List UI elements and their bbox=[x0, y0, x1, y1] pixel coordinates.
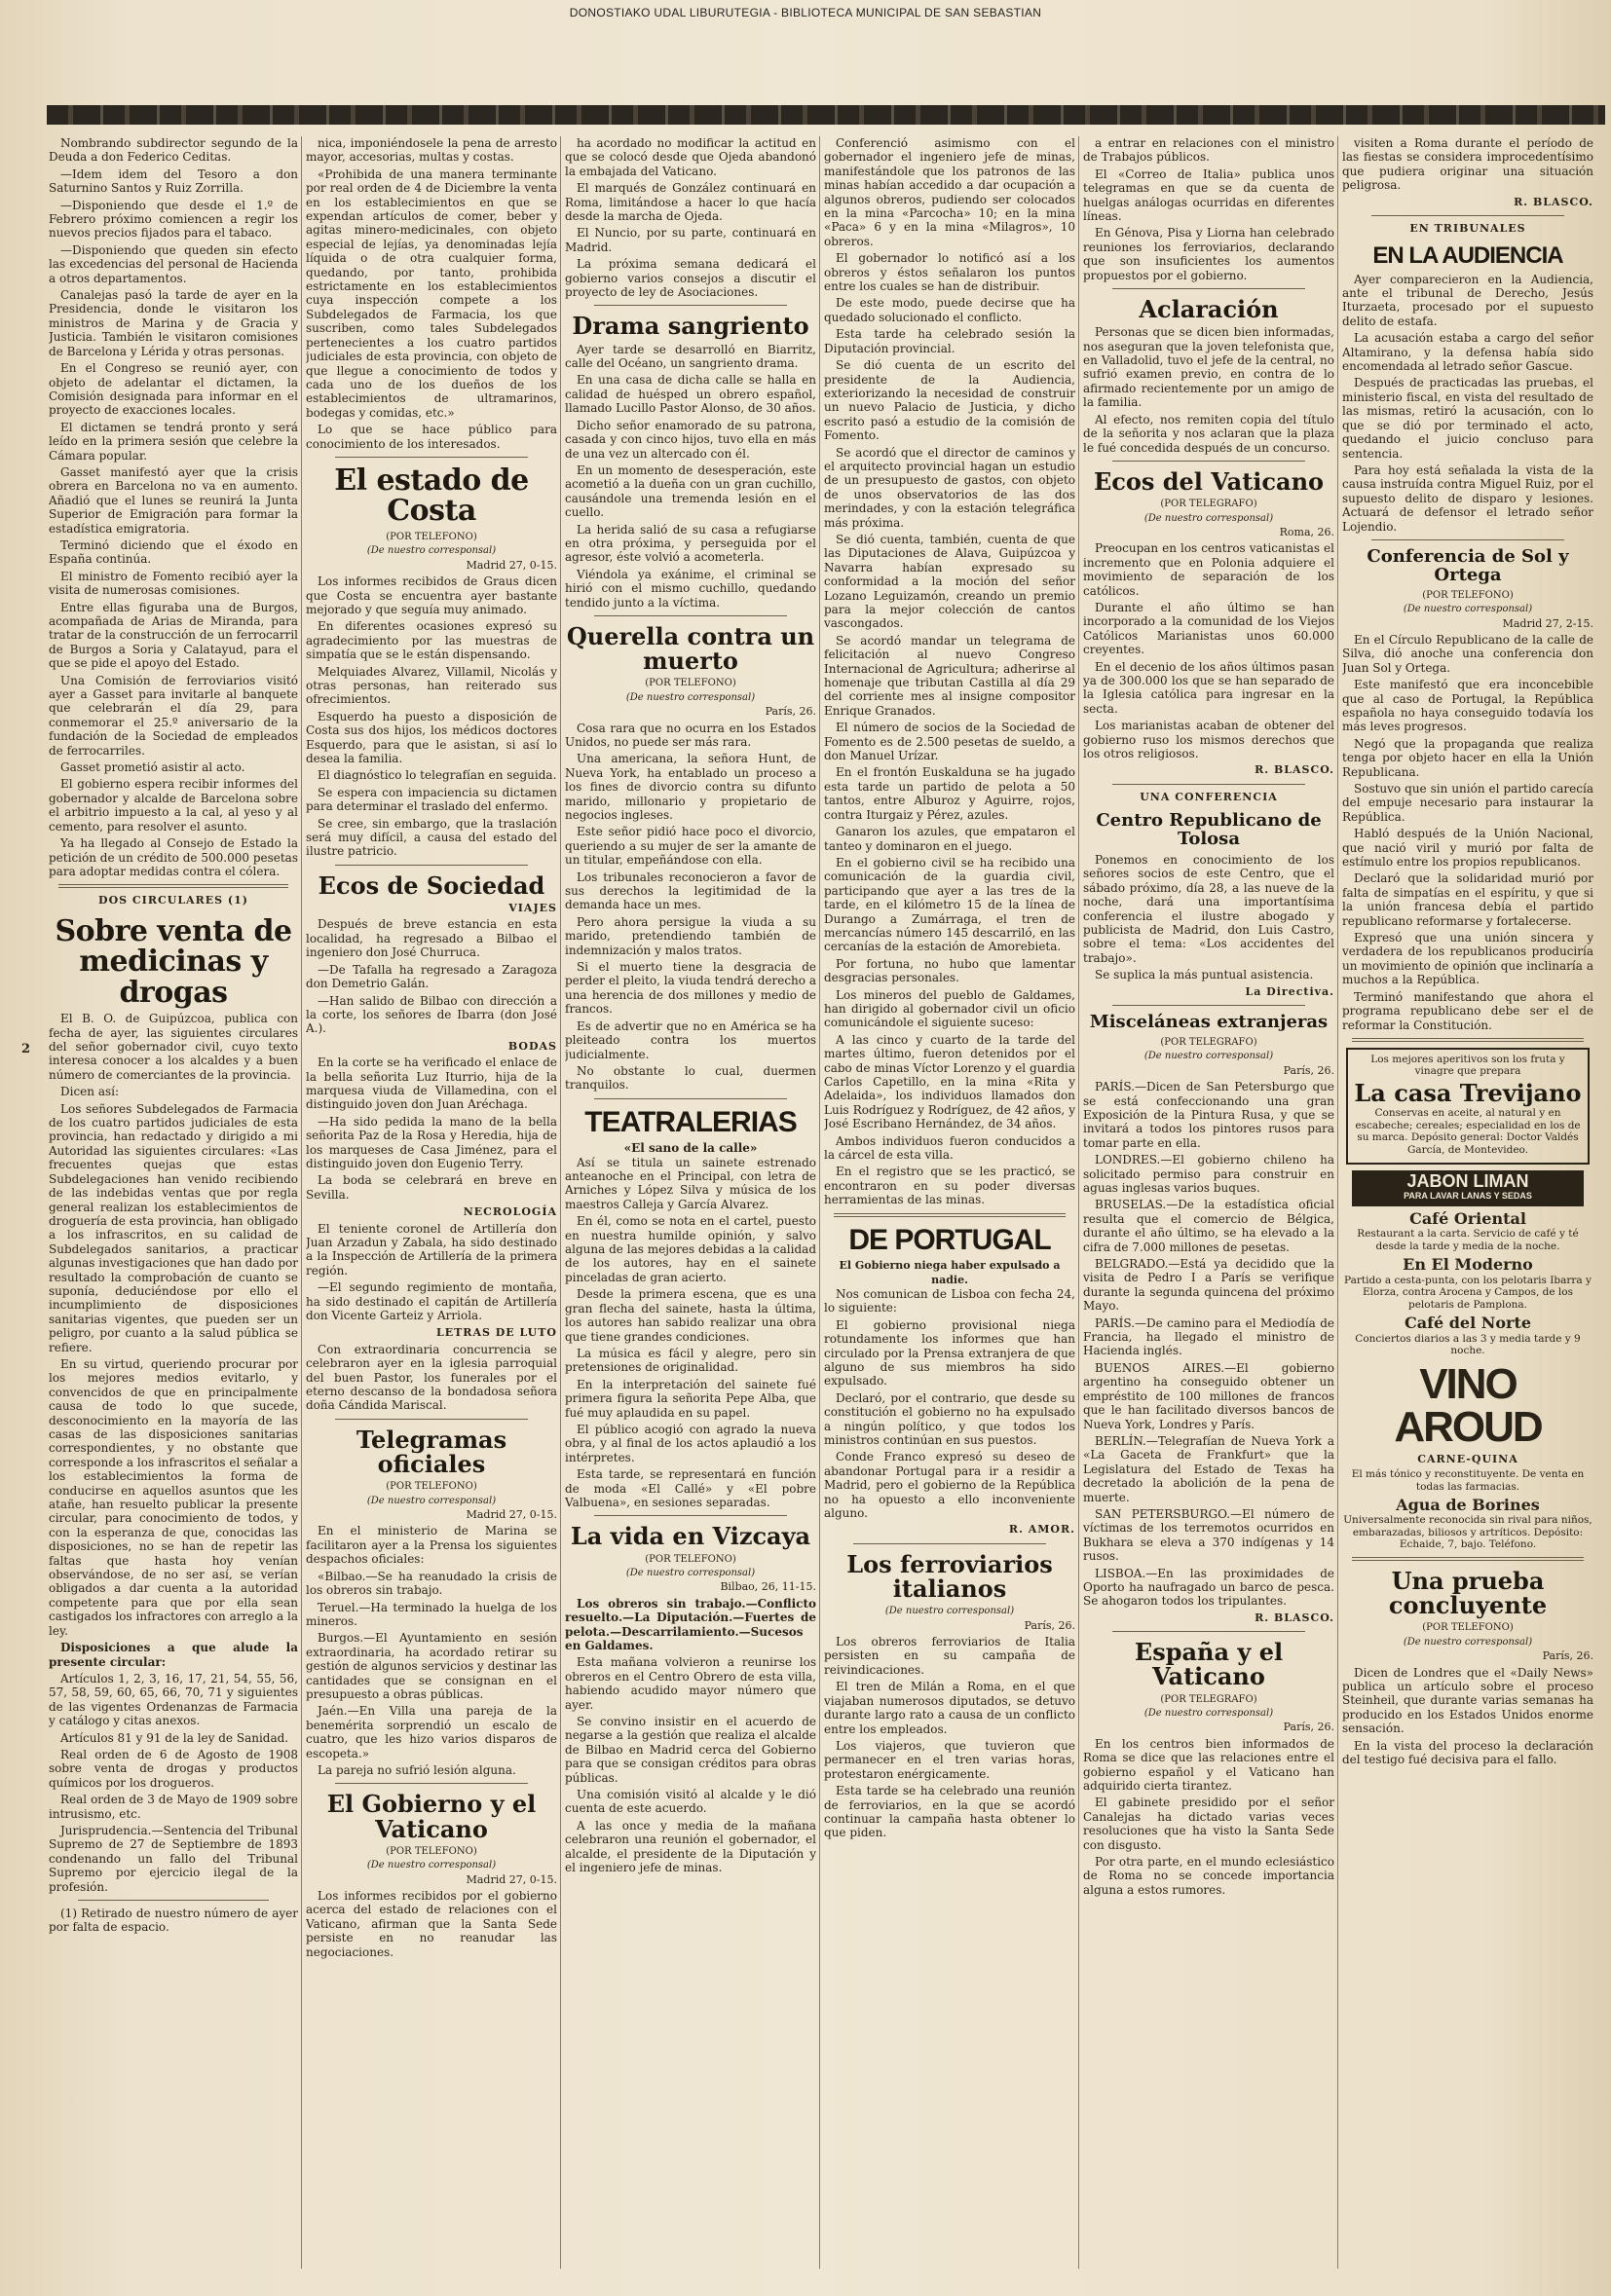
paragraph: «Bilbao.—Se ha reanudado la crisis de los obreros sin trabajo. bbox=[306, 1569, 557, 1598]
column-3 bbox=[565, 136, 816, 2269]
headline-vida-vizcaya: La vida en Vizcaya bbox=[570, 1522, 811, 1551]
divider bbox=[335, 1783, 528, 1784]
dateline: París, 26. bbox=[1542, 1649, 1593, 1663]
paragraph: Conde Franco expresó su deseo de abandonar Portugal para ir a residir a Madrid, pero el gobierno de la República no ha opuesto a ello inconveniente alguno. bbox=[824, 1450, 1075, 1521]
paragraph: Negó que la propaganda que realiza tenga por objeto hacer en ella la Unión Republicana. bbox=[1342, 736, 1593, 779]
paragraph: La boda se celebrará en breve en Sevilla. bbox=[306, 1173, 557, 1202]
paragraph: Después de breve estancia en esta localidad, ha regresado a Bilbao el ingeniero don José Churruca. bbox=[306, 917, 557, 960]
paragraph: La pareja no sufrió lesión alguna. bbox=[318, 1762, 516, 1777]
dateline: Madrid 27, 2-15. bbox=[1502, 616, 1593, 630]
paragraph: Esta tarde, se representará en función de moda «El Callé» y «El pobre Valbuena», en sesiones separadas. bbox=[565, 1467, 816, 1509]
section-kicker: NECROLOGÍA bbox=[463, 1205, 557, 1219]
subhead: (De nuestro corresponsal) bbox=[1143, 1707, 1274, 1719]
paragraph: La acusación estaba a cargo del señor Altamirano, y la defensa había sido encomendada al letrado señor Gascue. bbox=[1342, 331, 1593, 374]
column-rule bbox=[560, 136, 561, 2269]
paragraph: LISBOA.—En las proximidades de Oporto ha naufragado un barco de pesca. Se ahogaron todos los tripulantes. bbox=[1083, 1566, 1334, 1609]
headline-drama: Drama sangriento bbox=[572, 312, 809, 341]
paragraph: El marqués de González continuará en Roma, limitándose a hacer lo que hacía desde la marcha de Ojeda. bbox=[565, 181, 816, 224]
dateline: Bilbao, 26, 11-15. bbox=[720, 1580, 816, 1594]
paragraph: En él, como se nota en el cartel, puesto en nuestra humilde opinión, y salvo alguna de las mejores debidas a la calidad de los autores, hay en el sainete pinceladas de gran acierto. bbox=[565, 1214, 816, 1284]
paragraph: Si el muerto tiene la desgracia de perder el pleito, la viuda tendrá derecho a una herencia de dos millones y medio de francos. bbox=[565, 960, 816, 1017]
headline-centro-republicano: Centro Republicano de Tolosa bbox=[1096, 810, 1322, 850]
ad-tagline: PARA LAVAR LANAS Y SEDAS bbox=[1404, 1190, 1532, 1201]
paragraph: Melquiades Alvarez, Villamil, Nicolás y otras personas, han reiterado sus ofrecimientos. bbox=[306, 664, 557, 707]
paragraph: Con extraordinaria concurrencia se celebraron ayer en la iglesia parroquial del buen Pastor, los funerales por el eterno descanso de la bondadosa señora doña Cándida Mariscal. bbox=[306, 1342, 557, 1413]
subhead: (POR TELEGRAFO) bbox=[1160, 1693, 1257, 1705]
divider bbox=[335, 457, 528, 458]
divider bbox=[335, 865, 528, 866]
paragraph: Dicen de Londres que el «Daily News» publica un artículo sobre el proceso Steinheil, que durante varias semanas ha producido en los Estados Unidos enorme sensación. bbox=[1342, 1665, 1593, 1736]
paragraph: Esta tarde se ha celebrado una reunión de ferroviarios, en la que se acordó continuar la campaña hasta obtener lo que piden. bbox=[824, 1784, 1075, 1840]
paragraph: —Disponiendo que queden sin efecto las excedencias del personal de Hacienda a otros departamentos. bbox=[49, 242, 298, 285]
dateline: París, 26. bbox=[1283, 1063, 1334, 1077]
paragraph: Ayer tarde se desarrolló en Biarritz, calle del Océano, un sangriento drama. bbox=[565, 342, 816, 371]
paragraph: BUENOS AIRES.—El gobierno argentino ha conseguido obtener un empréstito de 100 millones de francos que le han facilitado diversos bancos de Nueva York, Londres y París. bbox=[1083, 1360, 1334, 1431]
paragraph: Se suplica la más puntual asistencia. bbox=[1095, 968, 1314, 982]
headline-miscelaneas: Misceláneas extranjeras bbox=[1089, 1012, 1329, 1033]
paragraph: BRUSELAS.—De la estadística oficial resulta que el comercio de Bélgica, durante el año último, se ha elevado a la cifra de 7.000 millones de pesetas. bbox=[1083, 1198, 1334, 1254]
signature: R. BLASCO. bbox=[1514, 195, 1593, 208]
ad-text: Partido a cesta-punta, con los pelotaris Ibarra y Elorza, contra Arocena y Campos, de los pelotaris de Pamplona. bbox=[1344, 1274, 1592, 1311]
ad-headline: Café Oriental bbox=[1409, 1208, 1526, 1228]
paragraph: Los tribunales reconocieron a favor de sus derechos la legitimidad de la demanda hace un mes. bbox=[565, 870, 816, 912]
paragraph: Real orden de 3 de Mayo de 1909 sobre intrusismo, etc. bbox=[49, 1793, 298, 1821]
section-kicker: LETRAS DE LUTO bbox=[436, 1326, 557, 1340]
section-divider bbox=[1352, 1038, 1584, 1042]
headline-telegramas: Telegramas oficiales bbox=[356, 1425, 507, 1479]
paragraph: Desde la primera escena, que es una gran flecha del sainete, hasta la última, los autores han sabido realizar una obra que tiene grandes condiciones. bbox=[565, 1287, 816, 1344]
series-title: DOS CIRCULARES (1) bbox=[98, 894, 248, 907]
ad-text: El más tónico y reconstituyente. De venta en todas las farmacias. bbox=[1351, 1468, 1585, 1493]
subhead: (De nuestro corresponsal) bbox=[625, 1567, 756, 1578]
paragraph: A las cinco y cuarto de la tarde del martes último, fueron detenidos por el cabo de minas Víctor Lorenzo y el guardia Carlos Capetillo, en la mina «Rita y Adelaida», los individuos llamados don Luis Rodríguez y Rodríguez, de 42 años, y José Escribano Hernández, de 34 años. bbox=[824, 1032, 1075, 1131]
headline-prueba: Una prueba concluyente bbox=[1388, 1566, 1548, 1620]
section-kicker: VIAJES bbox=[508, 902, 557, 915]
paragraph: PARÍS.—De camino para el Mediodía de Francia, ha llegado el ministro de Hacienda inglés. bbox=[1083, 1315, 1334, 1358]
paragraph: La música es fácil y alegre, pero sin pretensiones de originalidad. bbox=[565, 1346, 816, 1375]
divider bbox=[1112, 784, 1305, 785]
subhead: (POR TELEFONO) bbox=[1422, 589, 1514, 601]
paragraph: Se acordó mandar un telegrama de felicitación al nuevo Congreso Internacional de Agricultura; adherirse al homenaje que tributan Castilla al día 29 del corriente mes al insigne compositor Enrique Granados. bbox=[824, 633, 1075, 718]
headline-teatralerias: TEATRALERIAS bbox=[584, 1105, 797, 1138]
paragraph: La herida salió de su casa a refugiarse en otra próxima, y perseguida por el agresor, éste volvió a acometerla. bbox=[565, 522, 816, 565]
paragraph: En el registro que se les practicó, se encontraron en su poder diversas herramientas de las minas. bbox=[824, 1165, 1075, 1207]
paragraph: Se cree, sin embargo, que la traslación será muy difícil, a causa del estado del ilustre patricio. bbox=[306, 816, 557, 859]
paragraph: El B. O. de Guipúzcoa, publica con fecha de ayer, las siguientes circulares del señor gobernador civil, cuyo texto interesa conocer a los alcaldes y a buen número de comerciantes de la provincia. bbox=[49, 1012, 298, 1082]
paragraph: El «Correo de Italia» publica unos telegramas en que se da cuenta de huelgas análogas ocurridas en diferentes líneas. bbox=[1083, 167, 1334, 224]
paragraph: En una casa de dicha calle se halla en calidad de huésped un obrero español, llamado Lucillo Pastor Alonso, de 30 años. bbox=[565, 373, 816, 416]
paragraph: Jaén.—En Villa una pareja de la benemérita sorprendió un escalo de cuatro, que les hizo varios disparos de escopeta.» bbox=[306, 1704, 557, 1760]
paragraph: «Prohibida de una manera terminante por real orden de 4 de Diciembre la venta en los establecimientos en que se expendan artículos de comer, beber y agitas minero-medicinales, con objeto especial de lejías, ya denominadas lejía líquida o de otra cualquier forma, quedando, por tanto, prohibida estrictamente en los establecimientos cuya inspección compete a los Subdelegados de Farmacia, los que suscriben, como tales Subdelegados pertenecientes a los cuatro partidos judiciales de esta provincia, con objeto de que llegue a conocimiento de todos y cada uno de los dueños de los establecimientos de ultramarinos, bodegas y comidas, etc.» bbox=[306, 167, 557, 420]
subhead: (De nuestro corresponsal) bbox=[366, 1495, 497, 1506]
ad-text: Conservas en aceite, al natural y en escabeche; cereales; especialidad en los de su marca. Depósito general: Doctor Valdés García, de Montevideo. bbox=[1355, 1107, 1581, 1156]
divider bbox=[78, 1900, 269, 1901]
subhead: (POR TELEFONO) bbox=[645, 1553, 736, 1565]
paragraph: —Disponiendo que desde el 1.º de Febrero próximo comiencen a regir los nuevos precios fijados para el tabaco. bbox=[49, 198, 298, 241]
section-kicker: EN TRIBUNALES bbox=[1409, 222, 1526, 236]
ad-trevijano bbox=[1346, 1048, 1590, 1165]
paragraph: El diagnóstico lo telegrafían en seguida. bbox=[318, 768, 557, 783]
signature: R. BLASCO. bbox=[1255, 763, 1334, 777]
paragraph: Real orden de 6 de Agosto de 1908 sobre venta de drogas y productos químicos por los drogueros. bbox=[49, 1747, 298, 1790]
masthead-band bbox=[47, 105, 1605, 125]
paragraph: En el ministerio de Marina se facilitaron ayer a la Prensa los siguientes despachos oficiales: bbox=[306, 1524, 557, 1567]
divider bbox=[1371, 215, 1564, 216]
paragraph: En Génova, Pisa y Liorna han celebrado reuniones los ferroviarios, declarando que son insuficientes los aumentos propuestos por el gobierno. bbox=[1083, 226, 1334, 282]
paragraph: Los informes recibidos por el gobierno acerca del estado de relaciones con el Vaticano, afirman que la Santa Sede persiste en no reanudar las negociaciones. bbox=[306, 1888, 557, 1959]
ad-kicker: Los mejores aperitivos son los fruta y vinagre que prepara bbox=[1370, 1053, 1565, 1078]
paragraph: Al efecto, nos remiten copia del título de la señorita y nos aclaran que la plaza le fué concedida después de un concurso. bbox=[1083, 412, 1334, 455]
ad-headline: Agua de Borines bbox=[1396, 1496, 1540, 1515]
subhead: (POR TELEGRAFO) bbox=[1160, 499, 1257, 510]
paragraph: En la interpretación del sainete fué primera figura la señorita Pepe Alba, que fué muy aplaudida en su papel. bbox=[565, 1377, 816, 1420]
paragraph: Preocupan en los centros vaticanistas el incremento que en Polonia adquiere el movimiento de separación de los católicos. bbox=[1083, 541, 1334, 598]
paragraph: —Han salido de Bilbao con dirección a la corte, los señores de Ibarra (don José A.). bbox=[306, 993, 557, 1036]
ad-text: Universalmente reconocida sin rival para niños, embarazadas, biliosos y artríticos. Depósito: Echaide, 7, bajo. Teléfono. bbox=[1343, 1514, 1592, 1551]
paragraph: LONDRES.—El gobierno chileno ha solicitado permiso para construir en aguas inglesas varios buques. bbox=[1083, 1153, 1334, 1196]
ad-vino-aroud: VINO AROUD bbox=[1394, 1359, 1542, 1451]
paragraph: Habló después de la Unión Nacional, que nació viril y murió por falta de estímulo entre los propios republicanos. bbox=[1342, 827, 1593, 870]
divider bbox=[594, 1515, 787, 1516]
paragraph: El número de socios de la Sociedad de Fomento es de 2.500 pesetas de sueldo, a don Manuel Urízar. bbox=[824, 721, 1075, 763]
column-rule bbox=[301, 136, 302, 2269]
paragraph: Dicen así: bbox=[60, 1085, 120, 1099]
subhead: (De nuestro corresponsal) bbox=[1403, 604, 1533, 615]
subhead: (POR TELEGRAFO) bbox=[1160, 1036, 1257, 1048]
paragraph: En diferentes ocasiones expresó su agradecimiento por las muestras de simpatía que se le están dispensando. bbox=[306, 619, 557, 662]
headline-gobierno-vaticano: El Gobierno y el Vaticano bbox=[326, 1790, 537, 1843]
paragraph: Los mineros del pueblo de Galdames, han dirigido al gobernador civil un oficio comunicándole el siguiente suceso: bbox=[824, 987, 1075, 1030]
paragraph: Artículos 1, 2, 3, 16, 17, 21, 54, 55, 56, 57, 58, 59, 60, 65, 66, 70, 71 y siguientes de las vigentes Ordenanzas de Farmacia y catálogo y citas anexos. bbox=[49, 1671, 298, 1728]
signature: R. BLASCO. bbox=[1255, 1611, 1334, 1624]
dateline: Madrid 27, 0-15. bbox=[466, 558, 557, 572]
subhead: (POR TELEFONO) bbox=[645, 678, 736, 689]
paragraph: En la corte se ha verificado el enlace de la bella señorita Luz Iturrio, hija de la marquesa viuda de Villamedina, con el distinguido joven don Juan Aréchaga. bbox=[306, 1055, 557, 1112]
column-rule bbox=[1078, 136, 1079, 2269]
subhead: (De nuestro corresponsal) bbox=[1403, 1636, 1533, 1648]
column-2 bbox=[306, 136, 557, 2269]
paragraph: En la vista del proceso la declaración del testigo fué decisiva para el fallo. bbox=[1342, 1738, 1593, 1766]
paragraph: En el gobierno civil se ha recibido una comunicación de la guardia civil, participando que ayer a las tres de la tarde, en el kilómetro 15 de la línea de Durango a Zumárraga, el tren de mercancías número 145 descarriló, en las cercanías de la estación de Amorebieta. bbox=[824, 855, 1075, 954]
paragraph: Este señor pidió hace poco el divorcio, queriendo a su mujer de ser la amante de un titular, empeñándose con ella. bbox=[565, 825, 816, 868]
paragraph: Viéndola ya exánime, el criminal se hirió con el mismo cuchillo, quedando tendido junto a la víctima. bbox=[565, 567, 816, 610]
paragraph: En el frontón Euskalduna se ha jugado esta tarde un partido de pelota a 50 tantos, entre Alburoz y Aguirre, rojos, contra Iturgaiz y Pérez, azules. bbox=[824, 765, 1075, 822]
paragraph: El Nuncio, por su parte, continuará en Madrid. bbox=[565, 226, 816, 254]
signature: La Directiva. bbox=[1245, 984, 1334, 998]
paragraph: Declaró que la solidaridad murió por falta de simpatías en el espíritu, y que si la unión francesa debía el partido republicano reformarse y fortalecerse. bbox=[1342, 871, 1593, 928]
paragraph: Una Comisión de ferroviarios visitó ayer a Gasset para invitarle al banquete que celebrarán el día 29, para conmemorar el 25.º aniversario de la fundación de la Sociedad de empleados de ferrocarriles. bbox=[49, 673, 298, 758]
divider bbox=[594, 305, 787, 306]
subhead: (POR TELEFONO) bbox=[1422, 1622, 1514, 1634]
headline-ferroviarios: Los ferroviarios italianos bbox=[846, 1549, 1053, 1604]
footnote: (1) Retirado de nuestro número de ayer por falta de espacio. bbox=[49, 1907, 298, 1935]
dateline: Madrid 27, 0-15. bbox=[466, 1872, 557, 1886]
paragraph: Ayer comparecieron en la Audiencia, ante el tribunal de Derecho, Jesús Iturzaeta, procesado por el supuesto delito de estafa. bbox=[1342, 272, 1593, 328]
divider bbox=[1112, 288, 1305, 289]
paragraph: Los obreros ferroviarios de Italia persisten en su campaña de reivindicaciones. bbox=[824, 1635, 1075, 1677]
paragraph: Nos comunican de Lisboa con fecha 24, lo siguiente: bbox=[824, 1286, 1075, 1315]
paragraph: Conferenció asimismo con el gobernador el ingeniero jefe de minas, manifestándole que los patronos de las minas habían accedido a dar ocupación a algunos obreros, pudiendo ser colocados en la mina «Parcocha» 10; en la mina «Paca» 6 y en la mina «Milagros», 10 obreros. bbox=[824, 136, 1075, 248]
paragraph: SAN PETERSBURGO.—El número de víctimas de los terremotos ocurridos en Bukhara se eleva a 370 indígenas y 14 rusos. bbox=[1083, 1506, 1334, 1564]
paragraph: El teniente coronel de Artillería don Juan Arzadun y Zabala, ha sido destinado a la Inspección de Artillería de la primera región. bbox=[306, 1221, 557, 1278]
headline-espana-vaticano: España y el Vaticano bbox=[1134, 1638, 1284, 1691]
divider bbox=[335, 1419, 528, 1420]
headline-audiencia: EN LA AUDIENCIA bbox=[1372, 242, 1563, 270]
paragraph: —De Tafalla ha regresado a Zaragoza don Demetrio Galán. bbox=[306, 962, 557, 991]
paragraph: Este manifestó que era inconcebible que al caso de Portugal, la República española no haya conseguido todavía los más leves progresos. bbox=[1342, 678, 1593, 734]
paragraph: Declaró, por el contrario, que desde su constitución el gobierno no ha expulsado a ningún político, y que todos los ministros continúan en sus puestos. bbox=[824, 1390, 1075, 1448]
paragraph: El gabinete presidido por el señor Canalejas ha dictado varias veces resoluciones que ha visto la Santa Sede con disgusto. bbox=[1083, 1796, 1334, 1852]
paragraph: Ganaron los azules, que empataron el tanteo y dominaron en el juego. bbox=[824, 825, 1075, 853]
paragraph: El gobernador lo notificó así a los obreros y éstos señalaron los puntos entre los cuales se han de distribuir. bbox=[824, 251, 1075, 294]
paragraph: El gobierno provisional niega rotundamente los informes que han circulado por la Prensa extranjera de que alguno de sus miembros ha sido expulsado. bbox=[824, 1317, 1075, 1389]
paragraph: La próxima semana dedicará el gobierno varios consejos a discutir el proyecto de ley de Asociaciones. bbox=[565, 257, 816, 300]
paragraph: El tren de Milán a Roma, en el que viajaban numerosos diputados, se detuvo durante largo rato a causa de un conflicto entre los empleados. bbox=[824, 1680, 1075, 1736]
paragraph: Para hoy está señalada la vista de la causa instruída contra Miguel Ruiz, por el supuesto delito de disparo y lesiones. Actuará de defensor el letrado señor Lojendio. bbox=[1342, 463, 1593, 534]
paragraph: El ministro de Fomento recibió ayer la visita de numerosas comisiones. bbox=[49, 569, 298, 598]
paragraph: visiten a Roma durante el período de las fiestas se considera improcedentísimo que pudiera originar una situación peligrosa. bbox=[1342, 136, 1593, 193]
paragraph: PARÍS.—Dicen de San Petersburgo que se está confeccionando una gran Exposición de la Pintura Rusa, y que se invitará a todos los pintores rusos para tomar parte en ella. bbox=[1083, 1080, 1334, 1150]
paragraph: En un momento de desesperación, este acometió a la dueña con un gran cuchillo, causándole una tremenda lesión en el cuello. bbox=[565, 463, 816, 520]
column-1 bbox=[49, 136, 298, 2269]
paragraph: Los viajeros, que tuvieron que permanecer en el tren varias horas, protestaron enérgicamente. bbox=[824, 1738, 1075, 1781]
headline-medicinas: Sobre venta de medicinas y drogas bbox=[55, 913, 292, 1010]
archive-header: DONOSTIAKO UDAL LIBURUTEGIA - BIBLIOTECA MUNICIPAL DE SAN SEBASTIAN bbox=[569, 6, 1042, 19]
subhead: (De nuestro corresponsal) bbox=[884, 1606, 1015, 1617]
paragraph: Expresó que una unión sincera y verdadera de los republicanos produciría un movimiento de opinión que inclinaría a muchos a la República. bbox=[1342, 931, 1593, 987]
paragraph: A las once y media de la mañana celebraron una reunión el gobernador, el alcalde, el presidente de la Diputación y el ingeniero jefe de minas. bbox=[565, 1818, 816, 1875]
paragraph: Los señores Subdelegados de Farmacia de los cuatro partidos judiciales de esta provincia, han redactado y dirigido a mi Autoridad las siguientes circulares: «Las frecuentes quejas que estas Subdelegaciones han venido recibiendo de las indebidas ventas que por regla general realizan los establecimientos de droguería de esta provincia, han obligado a los infrascritos, en su calidad de Subdelegados sanitarios, a practicar algunas investigaciones que han dado por resultado la comprobación de cuanto se suponía, deduciéndose por ello el incumplimiento de disposiciones sanitarias vigentes, que pueden ser un peligro, por cuanto a la salud pública se refiere. bbox=[49, 1101, 298, 1354]
paragraph: ha acordado no modificar la actitud en que se colocó desde que Ojeda abandonó la embajada del Vaticano. bbox=[565, 136, 816, 178]
paragraph: BERLÍN.—Telegrafían de Nueva York a «La Gaceta de Frankfurt» que la Legislatura del Estado de Texas ha decretado la abolición de la pena de muerte. bbox=[1083, 1433, 1334, 1504]
ad-subtitle: CARNE-QUINA bbox=[1417, 1452, 1518, 1465]
paragraph: BELGRADO.—Está ya decidido que la visita de Pedro I a París se verifique durante la segunda quincena del próximo Mayo. bbox=[1083, 1257, 1334, 1314]
paragraph: Gasset manifestó ayer que la crisis obrera en Barcelona no va en aumento. Añadió que el lunes se reunirá la Junta Superior de Emigración para formar la estadística emigratoria. bbox=[49, 464, 298, 536]
subhead: (POR TELEFONO) bbox=[386, 531, 477, 542]
divider bbox=[1112, 461, 1305, 462]
headline-portugal: DE PORTUGAL bbox=[848, 1223, 1051, 1256]
paragraph: Burgos.—El Ayuntamiento en sesión extraordinaria, ha acordado retirar su gestión de algunos servicios y destinar las cantidades que se consignan en el presupuesto a obras públicas. bbox=[306, 1631, 557, 1701]
paragraph: nica, imponiéndosele la pena de arresto mayor, accesorias, multas y costas. bbox=[306, 136, 557, 165]
paragraph: Cosa rara que no ocurra en los Estados Unidos, no puede ser más rara. bbox=[565, 721, 816, 749]
subhead: «El sano de la calle» bbox=[623, 1141, 758, 1156]
paragraph: No obstante lo cual, duermen tranquilos. bbox=[565, 1063, 816, 1092]
column-rule bbox=[1337, 136, 1338, 2269]
divider bbox=[594, 615, 787, 616]
dateline: París, 26. bbox=[765, 705, 816, 719]
paragraph: Gasset prometió asistir al acto. bbox=[60, 760, 245, 775]
paragraph: Esta mañana volvieron a reunirse los obreros en el Centro Obrero de esta villa, habiendo acudido mayor número que ayer. bbox=[565, 1655, 816, 1712]
column-6 bbox=[1342, 136, 1593, 2269]
paragraph: El público acogió con agrado la nueva obra, y al final de los actos aplaudió a los intérpretes. bbox=[565, 1422, 816, 1464]
paragraph: Ponemos en conocimiento de los señores socios de este Centro, que el sábado próximo, día 28, a las nueve de la noche, dará una importantísima conferencia el ilustre abogado y publicista de Madrid, don Luis Castro, sobre el tema: «Los accidentes del trabajo». bbox=[1083, 853, 1334, 965]
paragraph: Dicho señor enamorado de su patrona, casada y con cinco hijos, tuvo ella en más de una vez un altercado con él. bbox=[565, 418, 816, 461]
subhead: (De nuestro corresponsal) bbox=[366, 545, 497, 557]
ad-headline: Café del Norte bbox=[1404, 1314, 1532, 1333]
paragraph: Se acordó que el director de caminos y el arquitecto provincial hagan un estudio de un presupuesto de gastos, con objeto de unos observatorios de las dos merindades, y con la estación telegráfica más próxima. bbox=[824, 445, 1075, 530]
subhead: (POR TELEFONO) bbox=[386, 1481, 477, 1493]
divider bbox=[853, 1543, 1046, 1544]
column-5 bbox=[1083, 136, 1334, 2269]
paragraph: En los centros bien informados de Roma se dice que las relaciones entre el gobierno español y el Vaticano han adquirido cierta tirantez. bbox=[1083, 1736, 1334, 1794]
paragraph: Pero ahora persigue la viuda a su marido, pretendiendo también de indemnización y malos tratos. bbox=[565, 914, 816, 957]
headline-ecos-vaticano: Ecos del Vaticano bbox=[1093, 466, 1325, 496]
headline-ecos-sociedad: Ecos de Sociedad bbox=[318, 870, 545, 900]
paragraph: —El segundo regimiento de montaña, ha sido destinado el capitán de Artillería don Vicente Garteiz y Arriola. bbox=[306, 1280, 557, 1323]
ad-headline: La casa Trevijano bbox=[1354, 1078, 1582, 1107]
paragraph: Esquerdo ha puesto a disposición de Costa sus dos hijos, los médicos doctores Esquerdo, para que le asistan, si así lo desea la familia. bbox=[306, 709, 557, 766]
paragraph: Se dió cuenta de un escrito del presidente de la Audiencia, exteriorizando la necesidad de construir un nuevo Palacio de Justicia, y dicho escrito pasó a estudio de la comisión de Fomento. bbox=[824, 358, 1075, 443]
paragraph: En su virtud, queriendo procurar por los mejores medios evitarlo, y convencidos de que en principalmente causa de todo lo que sucede, desconocimiento en la mayoría de las casas de las disposiciones sanitarias correspondientes, y no obstante que corresponde a los infrascritos el señalar a los establecimientos la forma de conducirse en aquellos asuntos que les atañe, han resuelto publicar la presente circular, para conocimiento de todos, y con la esperanza de que, conocidas las disposiciones, no se han de repetir las faltas que hasta hoy venían observándose, de no ser así, se verían obligados a dar cuenta a la autoridad competente para que por ella sean castigados los infractores con arreglo a la ley. bbox=[49, 1356, 298, 1638]
paragraph: Terminó diciendo que el éxodo en España continúa. bbox=[49, 537, 298, 567]
subhead: (De nuestro corresponsal) bbox=[625, 691, 756, 703]
paragraph: Se convino insistir en el acuerdo de negarse a la gestión que realiza el alcalde de Bilbao en Madrid cerca del Gobierno para que se consigan créditos para obras públicas. bbox=[565, 1715, 816, 1785]
paragraph: Los obreros sin trabajo.—Conflicto resuelto.—La Diputación.—Fuertes de pelota.—Descarrilamiento.—Sucesos en Galdames. bbox=[565, 1596, 816, 1652]
paragraph: Así se titula un sainete estrenado anteanoche en el Principal, con letra de Arniches y López Silva y música de los maestros Calleja y García Alvarez. bbox=[565, 1155, 816, 1211]
ad-text: Conciertos diarios a las 3 y media tarde y 9 noche. bbox=[1355, 1332, 1581, 1357]
headline-aclaracion: Aclaración bbox=[1139, 295, 1279, 324]
headline-estado-costa: El estado de Costa bbox=[334, 463, 529, 529]
paragraph: Los marianistas acaban de obtener del gobierno ruso los mismos derechos que los otros religiosos. bbox=[1083, 719, 1334, 760]
column-4 bbox=[824, 136, 1075, 2269]
page-number: 2 bbox=[21, 1042, 31, 1056]
divider bbox=[1112, 1005, 1305, 1006]
paragraph: Artículos 81 y 91 de la ley de Sanidad. bbox=[60, 1730, 289, 1745]
paragraph: Disposiciones a que alude la presente circular: bbox=[49, 1641, 298, 1669]
divider bbox=[1371, 539, 1564, 540]
paragraph: a entrar en relaciones con el ministro de Trabajos públicos. bbox=[1083, 136, 1334, 165]
paragraph: En el Círculo Republicano de la calle de Silva, dió anoche una conferencia don Juan Sol y Ortega. bbox=[1342, 632, 1593, 675]
paragraph: En el decenio de los años últimos pasan ya de 300.000 los que se han separado de la Iglesia católica para ingresar en la secta. bbox=[1083, 659, 1334, 716]
ad-headline: En El Moderno bbox=[1403, 1255, 1533, 1275]
paragraph: Teruel.—Ha terminado la huelga de los mineros. bbox=[306, 1600, 557, 1628]
subhead: (POR TELEFONO) bbox=[386, 1845, 477, 1857]
section-divider bbox=[1352, 1557, 1584, 1561]
paragraph: Los informes recibidos de Graus dicen que Costa se encuentra ayer bastante mejorado y que seguía muy animado. bbox=[306, 574, 557, 616]
paragraph: Personas que se dicen bien informadas, nos aseguran que la joven telefonista que, en Valladolid, tuvo el jefe de la central, no sufrió examen previo, en contra de lo afirmado recientemente por un amigo de la familia. bbox=[1083, 325, 1334, 410]
paragraph: Ambos individuos fueron conducidos a la cárcel de esta villa. bbox=[824, 1133, 1075, 1163]
section-divider bbox=[834, 1213, 1066, 1217]
paragraph: Después de practicadas las pruebas, el ministerio fiscal, en vista del resultado de las mismas, retiró la acusación, con lo que se dió por terminado el acto, quedando el juicio concluso para sentencia. bbox=[1342, 376, 1593, 461]
ad-text: Restaurant a la carta. Servicio de café y té desde la tarde y media de la noche. bbox=[1357, 1228, 1579, 1252]
subhead: (De nuestro corresponsal) bbox=[1143, 512, 1274, 524]
paragraph: Una comisión visitó al alcalde y le dió cuenta de este acuerdo. bbox=[565, 1788, 816, 1816]
paragraph: Jurisprudencia.—Sentencia del Tribunal Supremo de 27 de Septiembre de 1893 condenando un fallo del Tribunal Supremo por ejercicio ilegal de la profesión. bbox=[49, 1823, 298, 1894]
divider bbox=[1112, 1631, 1305, 1632]
headline-sol-ortega: Conferencia de Sol y Ortega bbox=[1367, 545, 1569, 585]
ad-brand: JABON LIMAN bbox=[1406, 1171, 1529, 1192]
ad-jabon-liman bbox=[1352, 1170, 1584, 1206]
subhead: (De nuestro corresponsal) bbox=[366, 1860, 497, 1871]
dateline: París, 26. bbox=[1024, 1618, 1075, 1632]
paragraph: Por fortuna, no hubo que lamentar desgracias personales. bbox=[824, 956, 1075, 985]
paragraph: Lo que se hace público para conocimiento de los interesados. bbox=[306, 423, 557, 451]
paragraph: Nombrando subdirector segundo de la Deuda a don Federico Ceditas. bbox=[49, 136, 298, 165]
paragraph: Por otra parte, en el mundo eclesiástico de Roma no se concede importancia alguna a estos rumores. bbox=[1083, 1855, 1334, 1897]
paragraph: Canalejas pasó la tarde de ayer en la Presidencia, donde le visitaron los ministros de Marina y de Gracia y Justicia. También le visitaron comisiones de Barcelona y Lérida y otras personas. bbox=[49, 288, 298, 358]
signature: R. AMOR. bbox=[1008, 1523, 1075, 1537]
paragraph: Esta tarde ha celebrado sesión la Diputación provincial. bbox=[824, 327, 1075, 355]
paragraph: En el Congreso se reunió ayer, con objeto de adelantar el dictamen, la Comisión designada para informar en el proyecto de exacciones locales. bbox=[49, 361, 298, 418]
paragraph: El dictamen se tendrá pronto y será leído en la primera sesión que celebre la Cámara popular. bbox=[49, 420, 298, 463]
dateline: París, 26. bbox=[1283, 1721, 1334, 1734]
paragraph: Una americana, la señora Hunt, de Nueva York, ha entablado un proceso a los fines de divorcio contra su difunto marido, millonario y propietario de negocios ingleses. bbox=[565, 752, 816, 822]
headline-querella: Querella contra un muerto bbox=[566, 621, 815, 676]
paragraph: El gobierno espera recibir informes del gobernador y alcalde de Barcelona sobre el arbitrio impuesto a la cal, al yeso y al cemento, para resolver el asunto. bbox=[49, 777, 298, 833]
paragraph: Es de advertir que no en América se ha pleiteado contra los muertos judicialmente. bbox=[565, 1018, 816, 1061]
paragraph: Terminó manifestando que ahora el programa republicano debe ser el de reformar la Constitución. bbox=[1342, 989, 1593, 1032]
paragraph: Ya ha llegado al Consejo de Estado la petición de un crédito de 500.000 pesetas para adoptar medidas contra el cólera. bbox=[49, 836, 298, 878]
section-kicker: UNA CONFERENCIA bbox=[1140, 790, 1278, 803]
section-divider bbox=[58, 884, 288, 888]
paragraph: —Ha sido pedida la mano de la bella señorita Paz de la Rosa y Heredia, hija de los marqueses de Casa Jiménez, para el distinguido joven don Eugenio Terry. bbox=[306, 1114, 557, 1170]
dateline: Roma, 26. bbox=[1279, 525, 1334, 538]
column-rule bbox=[819, 136, 820, 2269]
paragraph: Se espera con impaciencia su dictamen para determinar el traslado del enfermo. bbox=[306, 785, 557, 814]
subhead: (De nuestro corresponsal) bbox=[1143, 1051, 1274, 1062]
subhead: El Gobierno niega haber expulsado a nadie. bbox=[839, 1259, 1061, 1286]
divider bbox=[594, 1098, 787, 1099]
paragraph: Sostuvo que sin unión el partido carecía del empuje necesario para instaurar la República. bbox=[1342, 782, 1593, 824]
section-kicker: BODAS bbox=[507, 1039, 557, 1053]
paragraph: Durante el año último se han incorporado a la comunidad de los Viejos Católicos Marianistas unos 60.000 creyentes. bbox=[1083, 600, 1334, 657]
paragraph: De este modo, puede decirse que ha quedado solucionado el conflicto. bbox=[824, 296, 1075, 324]
paragraph: —Idem idem del Tesoro a don Saturnino Santos y Ruiz Zorrilla. bbox=[49, 167, 298, 196]
paragraph: Se dió cuenta, también, cuenta de que las Diputaciones de Alava, Guipúzcoa y Navarra habían expresado su conformidad a la moción del señor Lozano Leguizamón, creando un premio para la mejor colección de cantos vascongados. bbox=[824, 532, 1075, 631]
paragraph: Entre ellas figuraba una de Burgos, acompañada de Arias de Miranda, para tratar de la construcción de un ferrocarril de Burgos a Soria y Calatayud, para el que se pide el apoyo del Estado. bbox=[49, 600, 298, 671]
dateline: Madrid 27, 0-15. bbox=[466, 1508, 557, 1522]
